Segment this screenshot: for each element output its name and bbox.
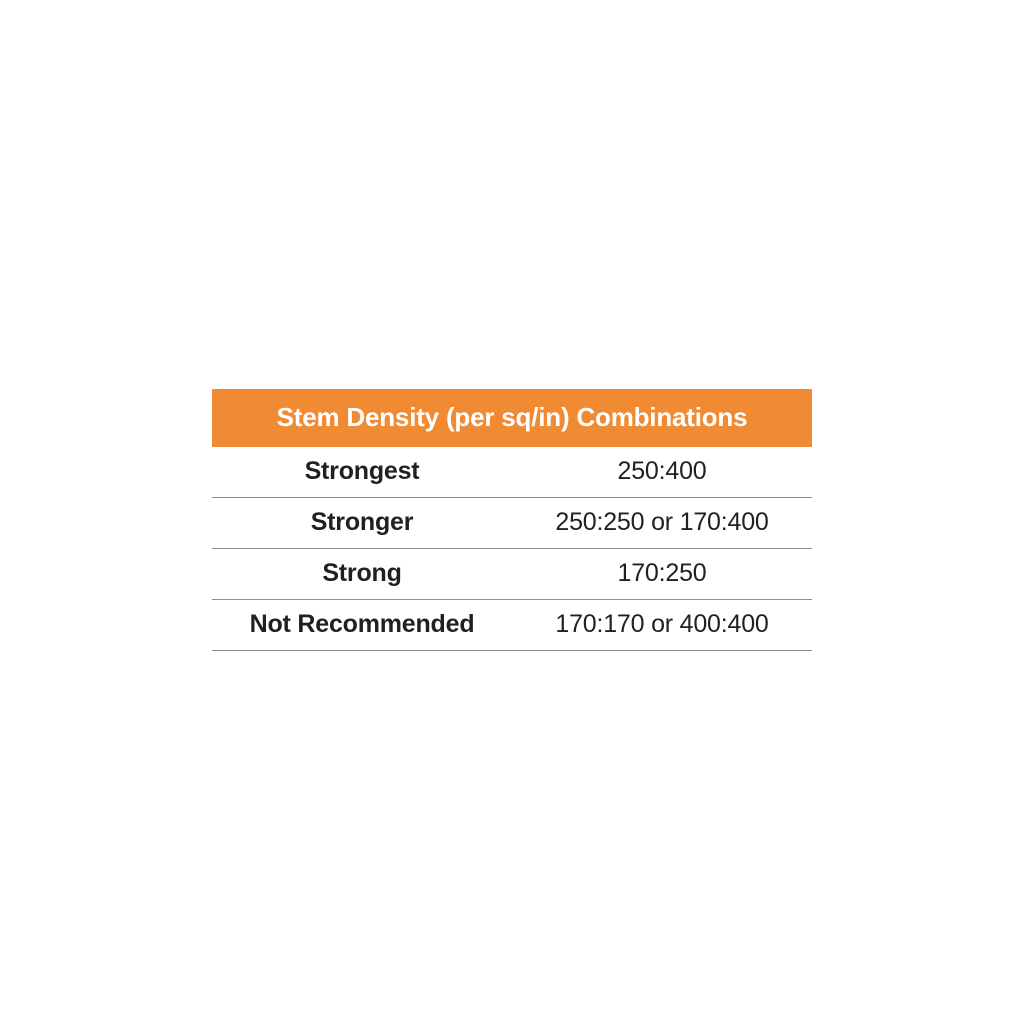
row-label-strongest: Strongest [212,447,512,498]
table-body [212,447,812,651]
table-row [212,447,812,498]
table-row [212,600,812,651]
table-header [212,389,812,447]
table-row [212,549,812,600]
stem-density-table-container [212,389,812,651]
row-value-strong: 170:250 [512,549,812,600]
table-row [212,498,812,549]
stem-density-table [212,389,812,651]
row-value-strongest: 250:400 [512,447,812,498]
row-label-stronger: Stronger [212,498,512,549]
table-title: Stem Density (per sq/in) Combinations [212,389,812,447]
row-label-strong: Strong [212,549,512,600]
row-value-not-recommended: 170:170 or 400:400 [512,600,812,651]
table-header-row [212,389,812,447]
row-value-stronger: 250:250 or 170:400 [512,498,812,549]
row-label-not-recommended: Not Recommended [212,600,512,651]
